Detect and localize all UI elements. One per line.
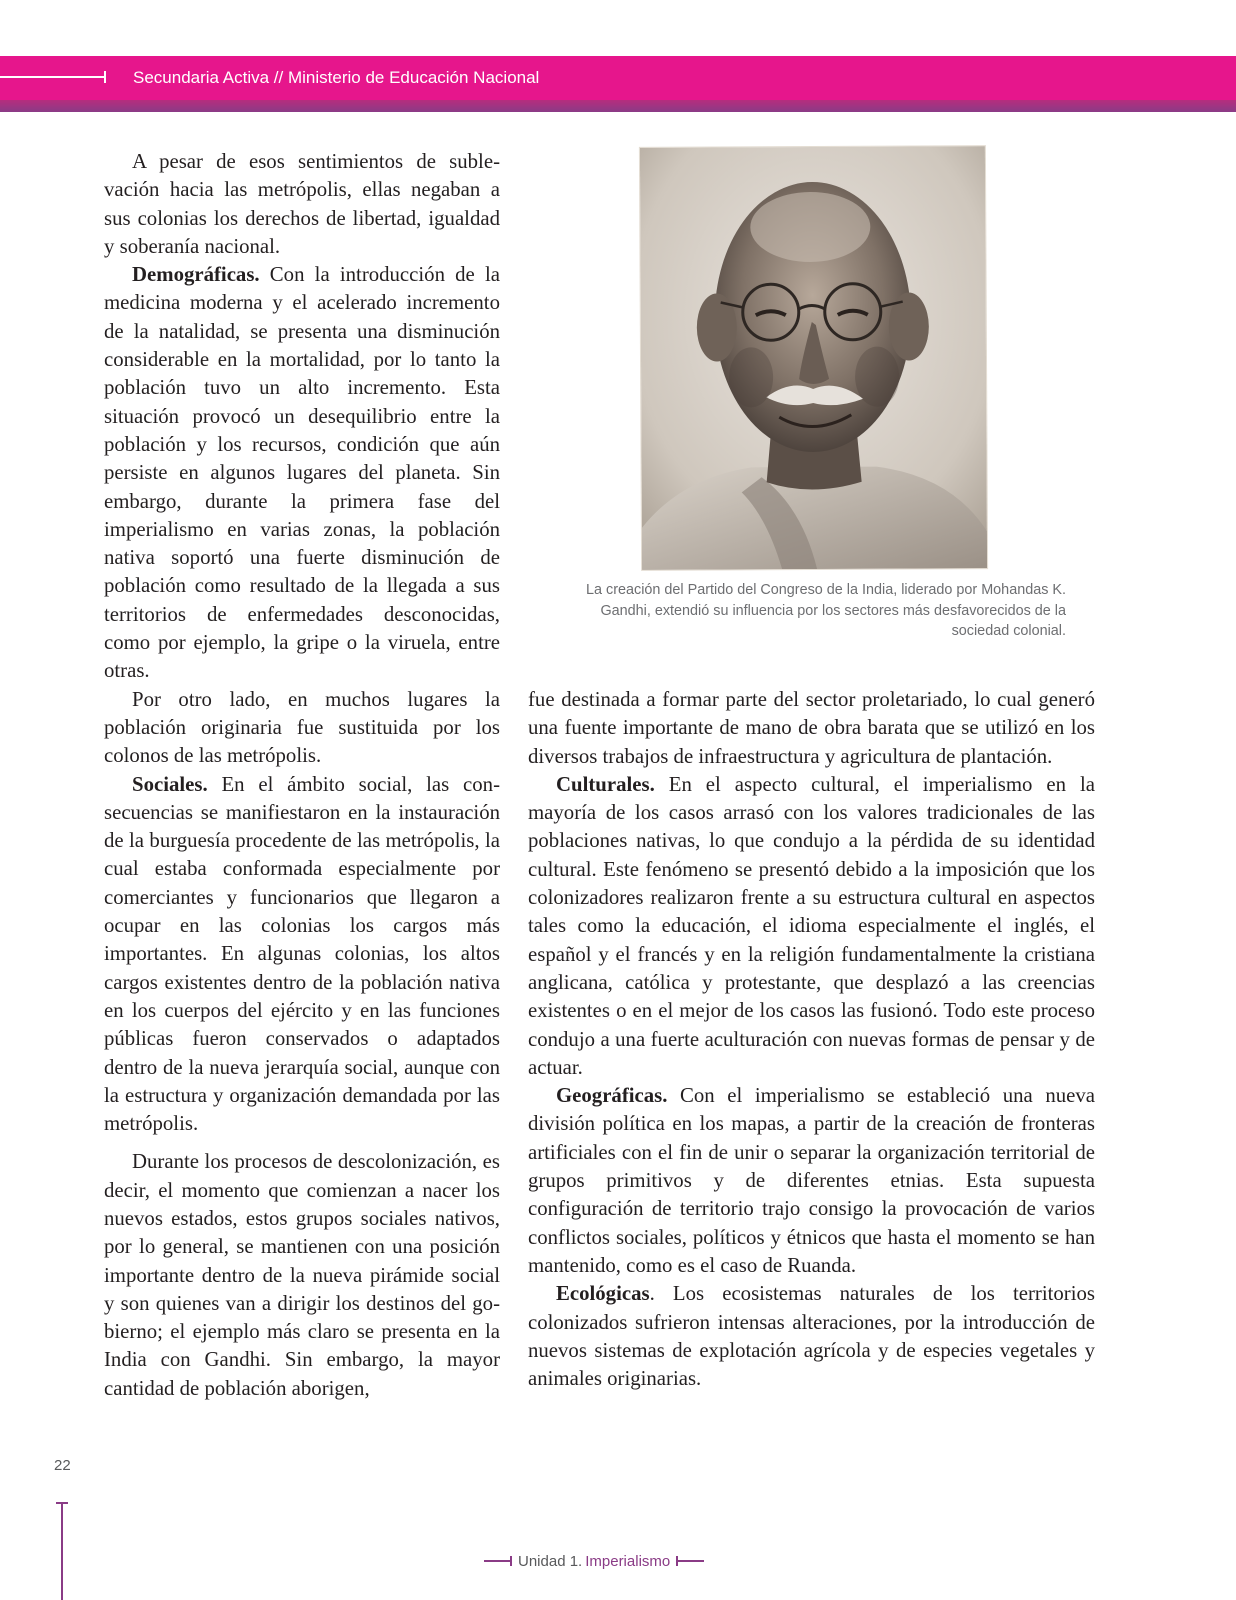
right-column — [528, 686, 1095, 1393]
section-heading: Geográficas. — [556, 1084, 668, 1108]
section-heading: Culturales. — [556, 772, 655, 796]
paragraph-demograficas — [104, 261, 500, 685]
paragraph-ecologicas — [528, 1280, 1095, 1393]
footer-unit: Unidad 1. — [518, 1552, 583, 1570]
gandhi-photo — [640, 146, 987, 570]
margin-rule-tick — [56, 1502, 68, 1504]
paragraph-text: A pesar de esos sentimientos de sublevación hacia las metrópolis, ellas negaban a sus colonias los derechos de libertad, igualdad y soberanía nacional. — [104, 150, 500, 258]
paragraph-text: . Los ecosistemas naturales de los territorios colonizados sufrieron intensas alteraciones, por la introducción de nuevos sistemas de explotación agrícola y de especies vegetales y animales originarias. — [528, 1282, 1095, 1391]
left-column — [104, 148, 500, 1403]
header-shade — [0, 100, 1236, 112]
paragraph-text: En el aspecto cultural, el imperialismo en la mayoría de los casos arrasó con los valores tradicionales de las poblaciones nativas, lo que condujo a la pérdida de su identidad cultural. Este fenómeno se presentó debido a la imposición que los colonizadores realizaron frente a su estructura cultural en aspectos tales como la educación, el idioma especialmente el inglés, el español y el francés y en la religión fundamentalmente la cristiana anglicana, católica y protestante, que desplazó a las creencias existentes o en el mejor de los casos las fusionó. Todo este proceso condujo a una fuerte aculturación con nuevas formas de pensar y de actuar. — [528, 772, 1095, 1079]
paragraph — [104, 1148, 500, 1403]
margin-rule — [61, 1502, 63, 1600]
footer-unit-label — [484, 1550, 704, 1572]
footer-rule-right — [676, 1560, 704, 1562]
paragraph — [104, 148, 500, 261]
paragraph-text: En el ámbito social, las consecuencias se manifiestaron en la instauración de la burguesía procedente de las metrópolis, la cual estaba conformada especialmente por comerciantes y funcionarios que llegaron a ocupar en las colonias los cargos más importantes. En algunas colonias, los altos cargos existentes dentro de la población nativa en los cuerpos del ejército y en las funciones públicas fueron conservados o adaptados dentro de la nueva jerarquía social, aunque con la estructura y organización demandada por las metrópolis. — [104, 772, 500, 1136]
paragraph-text: Durante los procesos de descolonización, es decir, el momento que comienzan a nacer los nuevos estados, estos grupos sociales nativos, por lo general, se mantienen con una posición importante dentro de la nueva pirámide social y son quienes van a dirigir los destinos del gobierno; el ejemplo más claro se presenta en la India con Gandhi. Sin embargo, la mayor cantidad de población aborigen, — [104, 1150, 500, 1400]
paragraph-sociales — [104, 771, 500, 1139]
paragraph-geograficas — [528, 1082, 1095, 1280]
paragraph-culturales — [528, 771, 1095, 1082]
image-caption: La creación del Partido del Congreso de la India, liderado por Mohandas K. Gandhi, extendió su influencia por los sectores más desfavorecidos de la sociedad colonial. — [586, 582, 1066, 639]
portrait-illustration — [640, 146, 987, 570]
footer-rule-left — [484, 1560, 512, 1562]
paragraph-text: Con la introducción de la medicina moderna y el acelerado incremento de la natalidad, se presenta una disminución considerable en la mortalidad, por lo tanto la población tuvo un alto incremento. Esta situación provocó un desequilibrio entre la población y los recursos, condición que aún persiste en algunos lugares del planeta. Sin embargo, durante la primera fase del imperialismo en varias zonas, la población nativa soportó una fuerte disminución de población como resultado de la llegada a sus territorios de enfermedades desconocidas, como por ejemplo, la gripe o la viruela, entre otras. — [104, 263, 500, 683]
header-rule — [0, 76, 106, 78]
paragraph-text: Con el imperialismo se estableció una nueva división política en los mapas, a partir de la creación de fronteras artificiales con el fin de unir o separar la organización territorial de grupos primitivos y de diferentes etnias. Esta supuesta configuración de territorio trajo consigo la provocación de varios conflictos sociales, políticos y étnicos que hasta el momento se han mantenido, como es el caso de Ruanda. — [528, 1084, 1095, 1277]
paragraph-text: fue destinada a formar parte del sector proletariado, lo cual generó una fuente importante de mano de obra barata que se utilizó en los diversos trabajos de infraestructura y agricultura de plantación. — [528, 688, 1095, 768]
header-title: Secundaria Activa // Ministerio de Educación Nacional — [133, 68, 540, 87]
section-heading: Demográficas. — [132, 263, 260, 287]
footer-topic: Imperialismo — [585, 1552, 671, 1570]
page-number: 22 — [54, 1457, 71, 1474]
paragraph — [528, 686, 1095, 771]
paragraph-text: Por otro lado, en muchos lugares la población originaria fue sustituida por los colonos de las metrópolis. — [104, 687, 500, 768]
header-rule-tick — [104, 71, 106, 83]
section-heading: Sociales. — [132, 772, 208, 796]
section-heading: Ecológicas — [556, 1282, 650, 1306]
paragraph — [104, 686, 500, 771]
